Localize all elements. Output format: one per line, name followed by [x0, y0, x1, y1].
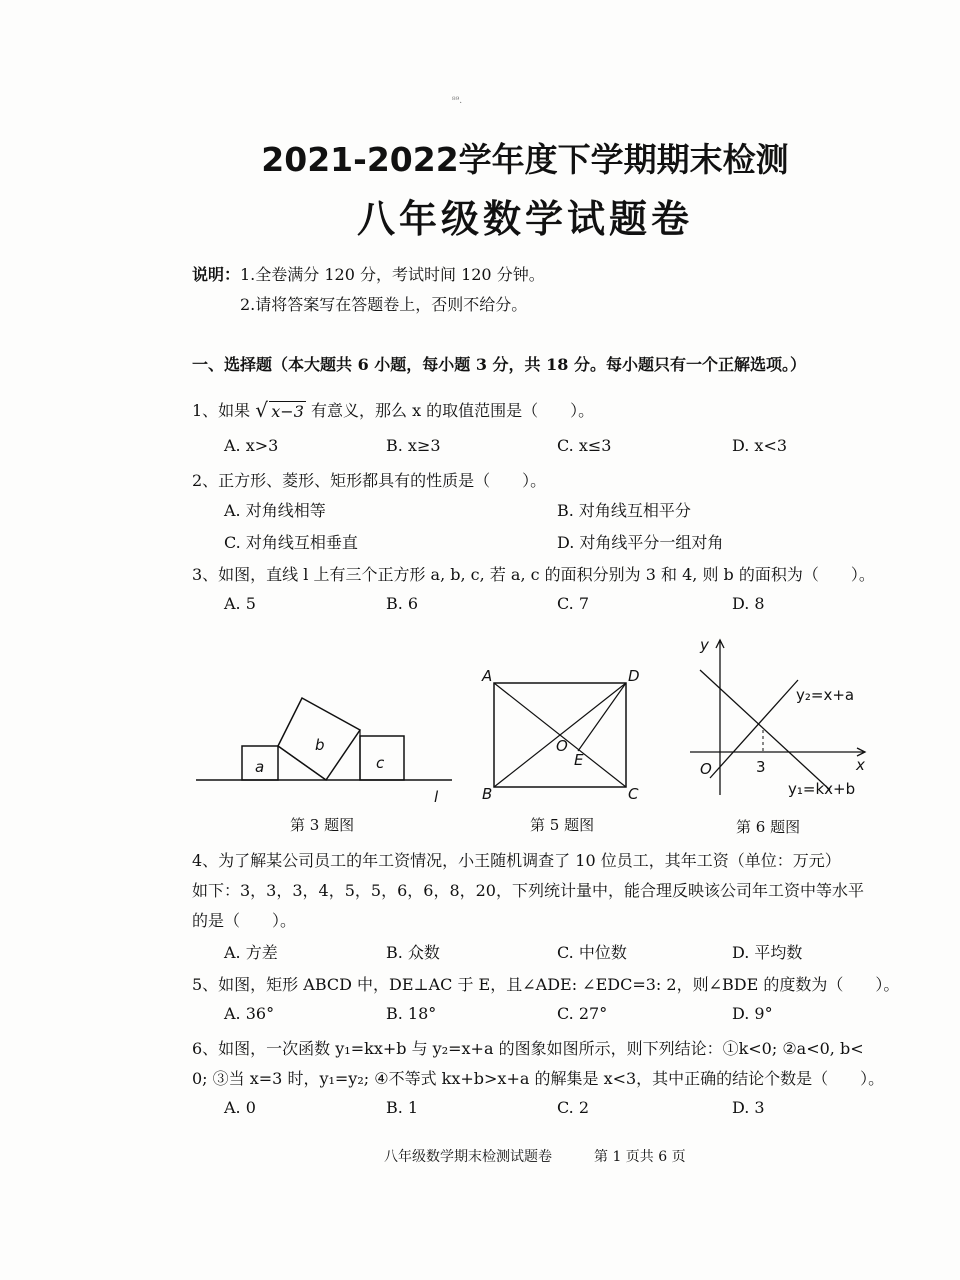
instructions-label: 说明： — [192, 265, 241, 284]
figure-5-rectangle — [478, 665, 648, 805]
q2-stem: 2、正方形、菱形、矩形都具有的性质是（ ）。 — [192, 471, 547, 490]
q2-option-a: A. 对角线相等 — [224, 501, 326, 520]
q5-stem: 5、如图，矩形 ABCD 中，DE⊥AC 于 E，且∠ADE: ∠EDC=3: 2，则∠BDE 的度数为（ ）。 — [192, 975, 900, 994]
label-A: A — [482, 667, 493, 685]
q3-option-a: A. 5 — [224, 594, 256, 613]
q6-line2: 0; ③当 x=3 时，y₁=y₂; ④不等式 kx+b>x+a 的解集是 x<3，其中正确的结论个数是（ ）。 — [192, 1069, 885, 1088]
label-E: E — [574, 751, 584, 769]
footer-page-number: 第 1 页共 6 页 — [594, 1149, 686, 1165]
label-C: C — [628, 785, 639, 803]
footer-title: 八年级数学期末检测试题卷 — [384, 1149, 552, 1165]
q6-option-b: B. 1 — [386, 1098, 419, 1117]
q2-option-c: C. 对角线互相垂直 — [224, 533, 358, 552]
label-line2: y₂=x+a — [796, 686, 855, 704]
label-origin: O — [700, 760, 712, 778]
q3-option-d: D. 8 — [732, 594, 765, 613]
label-line1: y₁=kx+b — [788, 780, 856, 798]
q1-option-a: A. x>3 — [224, 436, 279, 455]
q4-option-a: A. 方差 — [224, 943, 278, 962]
q5-option-d: D. 9° — [732, 1004, 773, 1023]
q6-option-c: C. 2 — [557, 1098, 590, 1117]
q2-option-b: B. 对角线互相平分 — [557, 501, 691, 520]
label-l: l — [434, 788, 439, 806]
q6-option-a: A. 0 — [224, 1098, 256, 1117]
q1-stem — [192, 398, 594, 421]
label-O: O — [556, 737, 568, 755]
q4-option-b: B. 众数 — [386, 943, 440, 962]
q3-option-c: C. 7 — [557, 594, 590, 613]
q5-option-c: C. 27° — [557, 1004, 608, 1023]
label-c: c — [376, 754, 385, 772]
q6-line1: 6、如图，一次函数 y₁=kx+b 与 y₂=x+a 的图象如图所示，则下列结论：①k<0; ②a<0, b< — [192, 1039, 864, 1058]
label-b: b — [315, 736, 325, 754]
scan-speck: ⁸⁹. — [452, 96, 463, 106]
q1-suffix: 有意义，那么 x 的取值范围是（ ）。 — [310, 401, 595, 420]
instructions-line2: 2.请将答案写在答题卷上，否则不给分。 — [240, 295, 528, 314]
q1-option-b: B. x≥3 — [386, 436, 441, 455]
q2-option-d: D. 对角线平分一组对角 — [557, 533, 724, 552]
q5-option-b: B. 18° — [386, 1004, 437, 1023]
q4-option-d: D. 平均数 — [732, 943, 803, 962]
figure-6-graph — [680, 630, 880, 805]
q5-option-a: A. 36° — [224, 1004, 275, 1023]
label-B: B — [482, 785, 493, 803]
q4-line3: 的是（ ）。 — [192, 911, 297, 930]
q1-option-d: D. x<3 — [732, 436, 788, 455]
exam-title-line2: 八年级数学试题卷 — [356, 197, 693, 241]
q4-line2: 如下：3，3，3，4，5，5，6，6，8，20，下列统计量中，能合理反映该公司年工资中等水平 — [192, 881, 864, 900]
q4-line1: 4、为了解某公司员工的年工资情况，小王随机调查了 10 位员工，其年工资（单位：万元） — [192, 851, 841, 870]
q1-prefix: 1、如果 — [192, 401, 251, 420]
exam-title-line1: 2021-2022学年度下学期期末检测 — [261, 140, 789, 179]
q4-option-c: C. 中位数 — [557, 943, 627, 962]
section1-heading: 一、选择题（本大题共 6 小题，每小题 3 分，共 18 分。每小题只有一个正解选项。） — [192, 355, 806, 374]
instructions-line1: 1.全卷满分 120 分，考试时间 120 分钟。 — [240, 265, 545, 284]
figure-3-squares — [190, 690, 460, 810]
sqrt-expression: √ x−3 — [255, 398, 304, 422]
label-3: 3 — [756, 758, 766, 776]
label-y: y — [700, 636, 709, 654]
label-x: x — [856, 756, 865, 774]
q3-option-b: B. 6 — [386, 594, 419, 613]
q3-stem: 3、如图，直线 l 上有三个正方形 a, b, c, 若 a, c 的面积分别为 3 和 4, 则 b 的面积为（ ）。 — [192, 565, 875, 584]
figure-5-caption: 第 5 题图 — [530, 816, 595, 834]
q6-option-d: D. 3 — [732, 1098, 765, 1117]
q1-radicand: x−3 — [271, 402, 304, 421]
figure-6-caption: 第 6 题图 — [736, 818, 801, 836]
label-D: D — [628, 667, 640, 685]
line-y2 — [710, 680, 798, 778]
segment-de — [578, 683, 626, 751]
figure-3-caption: 第 3 题图 — [290, 816, 355, 834]
q1-option-c: C. x≤3 — [557, 436, 612, 455]
label-a: a — [255, 758, 265, 776]
